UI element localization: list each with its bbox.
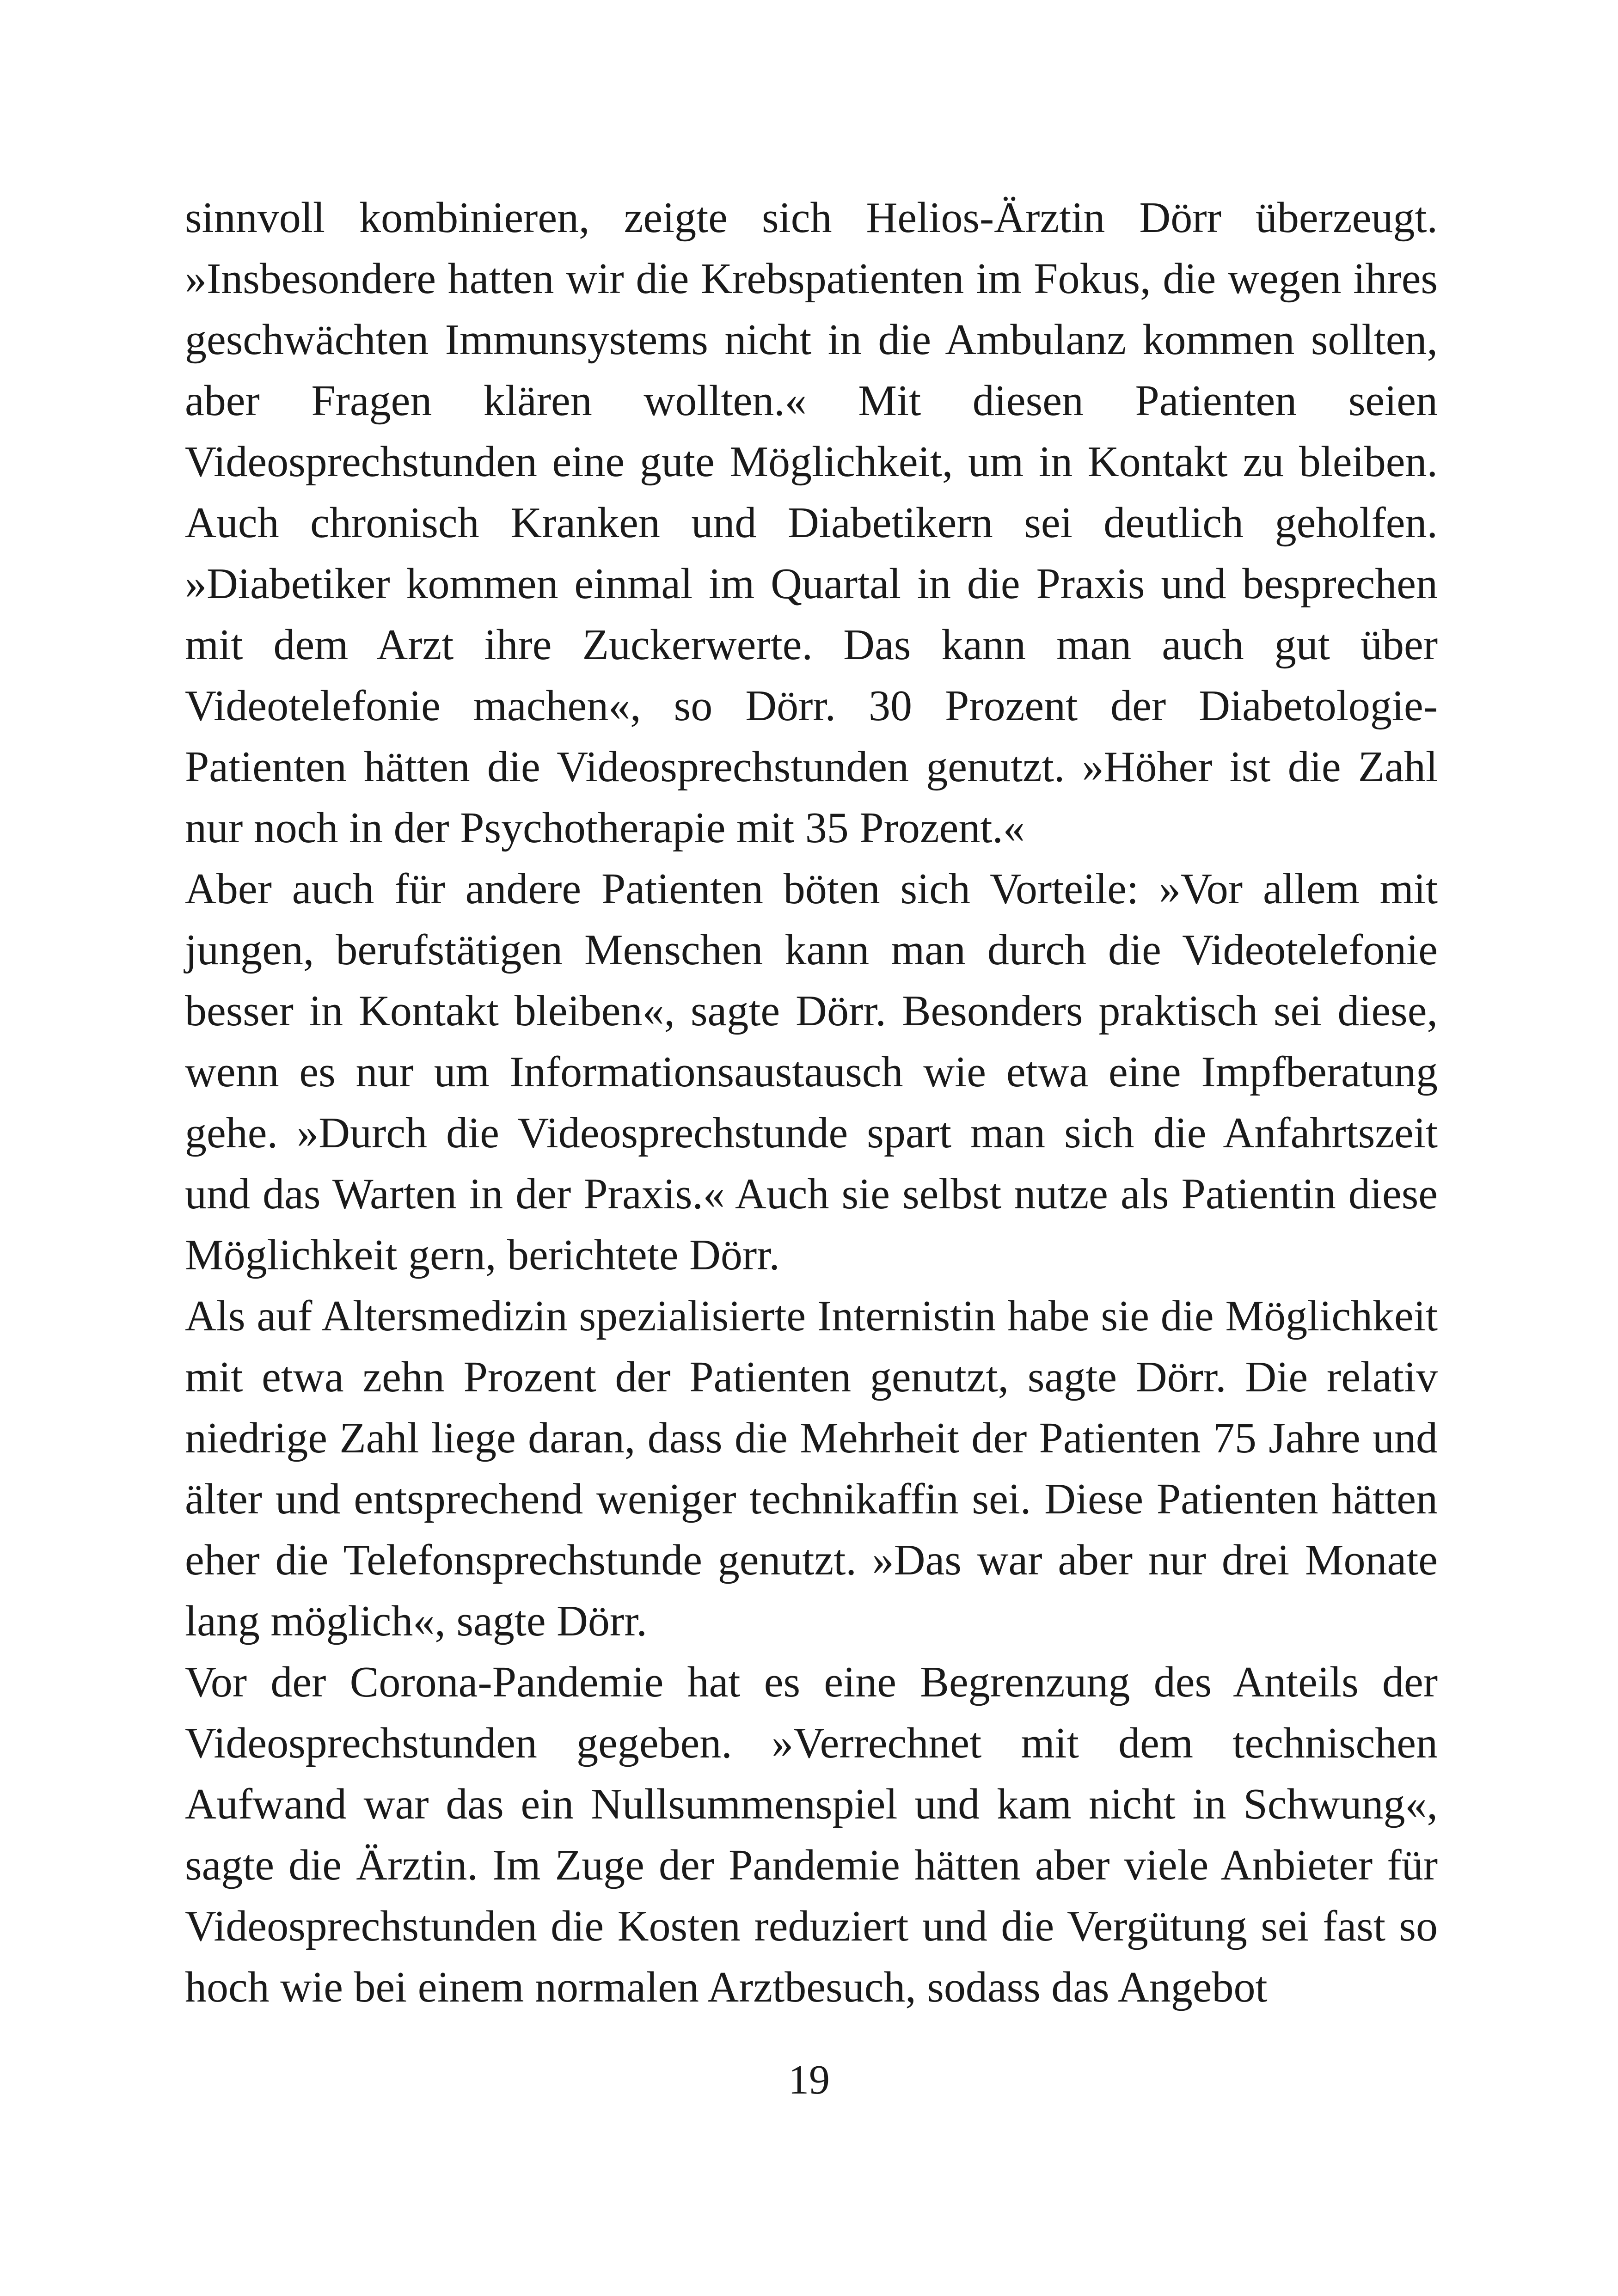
paragraph-3: Als auf Altersmedizin spezialisierte Internistin habe sie die Möglichkeit mit etwa zehn Prozent der Patienten genutzt, sagte Dörr. Die relativ niedrige Zahl liege daran, dass die Mehrheit der Patienten 75 Jahre und älter und entsprechend weniger technikaffin sei. Diese Patienten hätten eher die Telefonsprechstunde genutzt. »Das war aber nur drei Monate lang möglich«, sagte Dörr. xyxy=(185,1292,1438,1645)
paragraph-2: Aber auch für andere Patienten böten sich Vorteile: »Vor allem mit jungen, berufstätigen Menschen kann man durch die Videotelefonie besser in Kontakt bleiben«, sagte Dörr. Besonders praktisch sei diese, wenn es nur um Informationsaustausch wie etwa eine Impfberatung gehe. »Durch die Videosprechstunde spart man sich die Anfahrtszeit und das Warten in der Praxis.« Auch sie selbst nutze als Patientin diese Möglichkeit gern, berichtete Dörr. xyxy=(185,865,1438,1279)
page-number: 19 xyxy=(788,2057,830,2103)
paragraph-1: sinnvoll kombinieren, zeigte sich Helios-Ärztin Dörr überzeugt. »Insbesondere hatten wir die Krebspatienten im Fokus, die wegen ihres geschwächten Immunsystems nicht in die Ambulanz kommen sollten, aber Fragen klären wollten.« Mit diesen Patienten seien Videosprechstunden eine gute Möglichkeit, um in Kontakt zu bleiben. Auch chronisch Kranken und Diabetikern sei deutlich geholfen. »Diabetiker kommen einmal im Quartal in die Praxis und besprechen mit dem Arzt ihre Zuckerwerte. Das kann man auch gut über Videotelefonie machen«, so Dörr. 30 Prozent der Diabetologie-Patienten hätten die Videosprechstunden genutzt. »Höher ist die Zahl nur noch in der Psychotherapie mit 35 Prozent.« xyxy=(185,194,1438,852)
body-text xyxy=(185,187,1438,2018)
paragraph-4: Vor der Corona-Pandemie hat es eine Begrenzung des Anteils der Videosprechstunden gegeben. »Verrechnet mit dem technischen Aufwand war das ein Nullsummenspiel und kam nicht in Schwung«, sagte die Ärztin. Im Zuge der Pandemie hätten aber viele Anbieter für Videosprechstunden die Kosten reduziert und die Vergütung sei fast so hoch wie bei einem normalen Arztbesuch, sodass das Angebot xyxy=(185,1658,1438,2011)
